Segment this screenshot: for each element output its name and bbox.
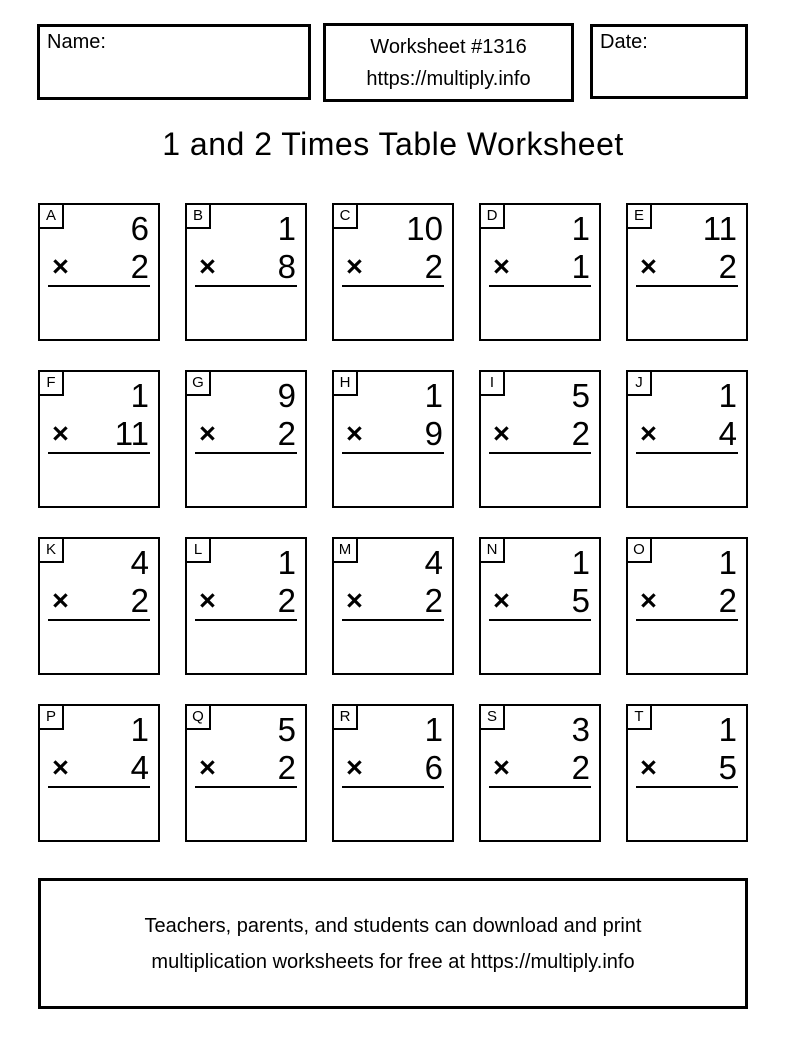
multiplicand-value: 11 [702,210,737,247]
problem-letter-tab: N [481,539,505,563]
problem-box [185,704,307,842]
problem-letter-tab: L [187,539,211,563]
problem-box [626,370,748,508]
multiply-icon: × [52,418,69,450]
multiplicand-value: 1 [130,377,149,414]
problem-letter-tab: B [187,205,211,229]
multiplicand-value: 1 [718,544,737,581]
problem-letter-tab: T [628,706,652,730]
problem-letter-tab: S [481,706,505,730]
problem-letter-tab: H [334,372,358,396]
problem-box [626,537,748,675]
problem-box [332,370,454,508]
worksheet-number: Worksheet #1316 [370,35,527,58]
problem-box [185,203,307,341]
multiplicand-value: 3 [571,711,590,748]
answer-line [48,619,150,621]
multiplier-value: 2 [277,582,296,619]
multiplier-value: 4 [718,415,737,452]
problem-box [332,203,454,341]
date-box [590,24,748,99]
answer-line [636,452,738,454]
multiplicand-value: 5 [571,377,590,414]
problem-box [38,537,160,675]
answer-line [636,285,738,287]
multiplier-value: 11 [114,415,149,452]
problem-box [185,537,307,675]
problem-box [479,537,601,675]
answer-line [489,452,591,454]
multiplicand-value: 10 [406,210,443,247]
problem-box [479,203,601,341]
problem-box [38,370,160,508]
problem-letter-tab: Q [187,706,211,730]
multiplier-value: 9 [424,415,443,452]
multiplier-value: 2 [277,749,296,786]
problem-letter-tab: R [334,706,358,730]
multiplier-value: 2 [130,582,149,619]
problem-box [38,704,160,842]
multiplier-value: 2 [718,248,737,285]
multiply-icon: × [640,251,657,283]
problem-letter-tab: O [628,539,652,563]
answer-line [48,285,150,287]
answer-line [342,285,444,287]
multiplier-value: 2 [571,749,590,786]
multiply-icon: × [493,752,510,784]
problem-letter-tab: J [628,372,652,396]
date-label: Date: [600,31,648,53]
multiply-icon: × [640,418,657,450]
page-title: 1 and 2 Times Table Worksheet [162,126,624,162]
answer-line [195,619,297,621]
answer-line [489,619,591,621]
multiply-icon: × [346,251,363,283]
problem-letter-tab: G [187,372,211,396]
multiply-icon: × [199,251,216,283]
multiplicand-value: 4 [130,544,149,581]
answer-line [48,786,150,788]
problem-letter-tab: C [334,205,358,229]
answer-line [195,285,297,287]
multiplicand-value: 1 [130,711,149,748]
worksheet-info-box [323,23,574,102]
answer-line [342,786,444,788]
answer-line [489,786,591,788]
multiply-icon: × [199,752,216,784]
problems-grid [38,203,748,842]
multiply-icon: × [346,752,363,784]
footer-line-1: Teachers, parents, and students can download and print [144,914,642,937]
multiplicand-value: 1 [718,711,737,748]
problem-letter-tab: M [334,539,358,563]
multiplicand-value: 1 [571,544,590,581]
multiplicand-value: 5 [277,711,296,748]
problem-box [332,704,454,842]
problem-letter-tab: P [40,706,64,730]
problem-box [626,203,748,341]
multiply-icon: × [493,418,510,450]
multiply-icon: × [52,752,69,784]
multiply-icon: × [346,585,363,617]
multiplicand-value: 1 [424,711,443,748]
multiplicand-value: 1 [571,210,590,247]
answer-line [48,452,150,454]
problem-box [332,537,454,675]
multiplier-value: 2 [718,582,737,619]
problem-box [185,370,307,508]
multiplicand-value: 1 [277,210,296,247]
multiplier-value: 5 [571,582,590,619]
multiplier-value: 2 [571,415,590,452]
name-box [37,24,311,100]
answer-line [636,619,738,621]
multiplicand-value: 4 [424,544,443,581]
answer-line [342,619,444,621]
multiply-icon: × [52,585,69,617]
problem-box [38,203,160,341]
multiplier-value: 2 [130,248,149,285]
multiplier-value: 2 [424,248,443,285]
multiplicand-value: 9 [277,377,296,414]
multiplier-value: 6 [424,749,443,786]
multiply-icon: × [493,251,510,283]
problem-box [479,704,601,842]
multiplier-value: 2 [277,415,296,452]
footer-note-box [38,878,748,1009]
multiplier-value: 2 [424,582,443,619]
answer-line [636,786,738,788]
problem-box [626,704,748,842]
problem-letter-tab: F [40,372,64,396]
multiplier-value: 8 [277,248,296,285]
problem-letter-tab: D [481,205,505,229]
multiply-icon: × [640,752,657,784]
multiply-icon: × [52,251,69,283]
problem-letter-tab: E [628,205,652,229]
multiplicand-value: 1 [277,544,296,581]
multiply-icon: × [493,585,510,617]
multiply-icon: × [640,585,657,617]
answer-line [342,452,444,454]
name-label: Name: [47,31,106,53]
answer-line [195,786,297,788]
multiplicand-value: 6 [130,210,149,247]
problem-box [479,370,601,508]
multiplicand-value: 1 [718,377,737,414]
answer-line [195,452,297,454]
multiply-icon: × [199,585,216,617]
footer-line-2: multiplication worksheets for free at https://multiply.info [151,950,635,973]
answer-line [489,285,591,287]
multiplier-value: 5 [718,749,737,786]
problem-letter-tab: K [40,539,64,563]
multiply-icon: × [199,418,216,450]
worksheet-url: https://multiply.info [366,67,531,90]
problem-letter-tab: A [40,205,64,229]
multiplicand-value: 1 [424,377,443,414]
multiply-icon: × [346,418,363,450]
multiplier-value: 4 [130,749,149,786]
multiplier-value: 1 [571,248,590,285]
problem-letter-tab: I [481,372,505,396]
